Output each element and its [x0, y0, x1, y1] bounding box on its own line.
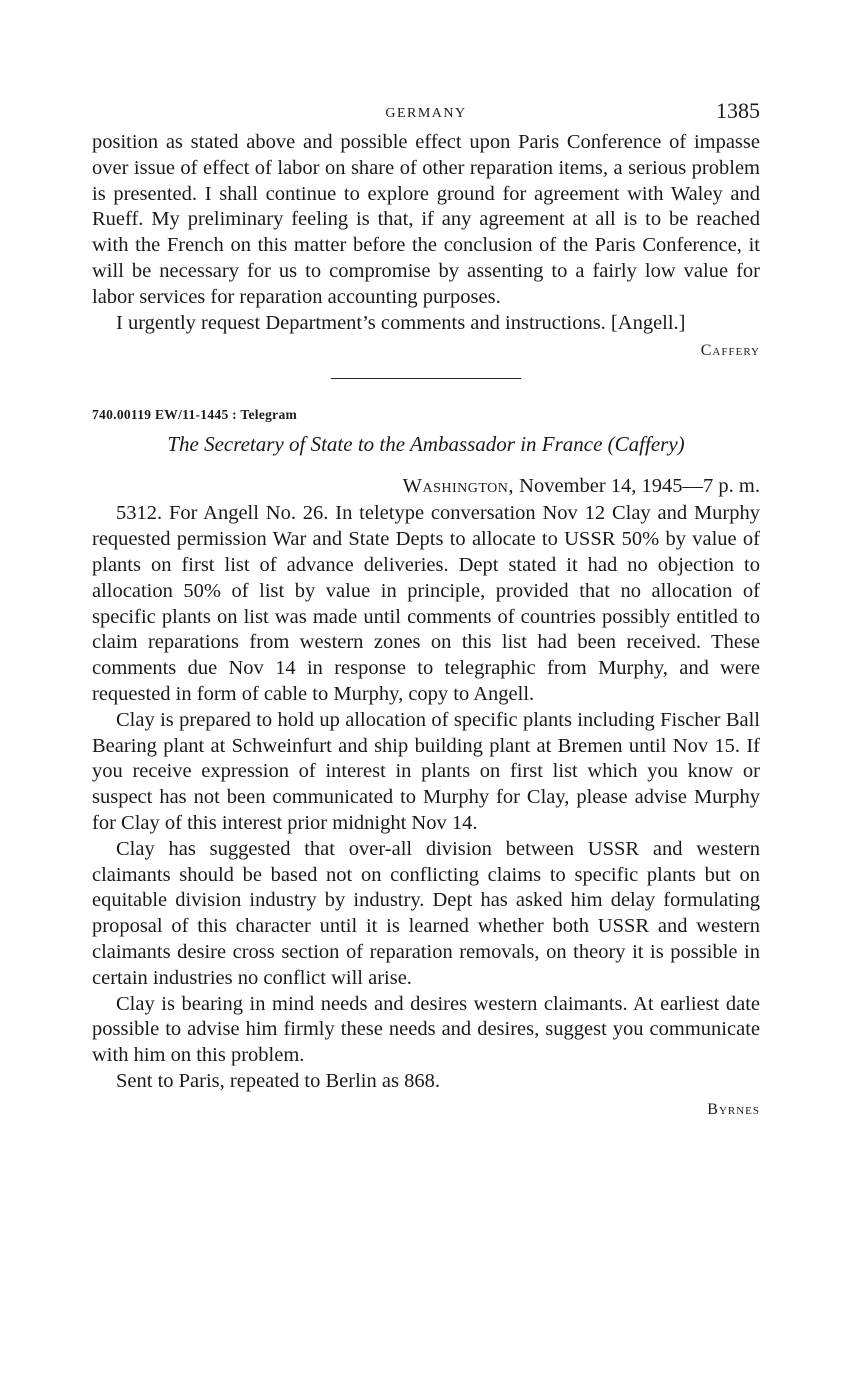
signature-byrnes: [92, 1101, 760, 1119]
section-divider: [331, 378, 521, 379]
page-number: 1385: [716, 98, 760, 123]
telegram-paragraph: Clay is prepared to hold up allocation of specific plants including Fischer Ball Bearing plant at Schweinfurt and ship building plant at Bremen until Nov 15. If you receive expression of interest in plants on first list which you know or suspect has not been communicated to Murphy for Clay, please advise Murphy for Clay of this interest prior midnight Nov 14.: [92, 708, 760, 834]
file-reference: 740.00119 EW/11-1445 : Telegram: [92, 407, 298, 423]
telegram-paragraph: Clay is bearing in mind needs and desires western claimants. At earliest date possible to advise him firmly these needs and desires, suggest you communicate with him on this problem.: [92, 992, 760, 1067]
request-paragraph: I urgently request Department’s comments and instructions. [Angell.]: [116, 311, 686, 334]
telegram-paragraph: 5312. For Angell No. 26. In teletype conversation Nov 12 Clay and Murphy requested permission War and State Depts to allocate to USSR 50% by value of plants on first list of advance deliveries. Dept stated it had no objection to allocation 50% of list by value in principle, provided that no allocation of specific plants on list was made until comments of countries possibly entitled to claim reparations from western zones on this list had been received. These comments due Nov 14 in response to telegraphic from Murphy, and were requested in form of cable to Murphy, copy to Angell.: [92, 502, 760, 705]
signature-caffery-text: Caffery: [700, 342, 760, 360]
telegram-paragraph: Clay has suggested that over-all division between USSR and western claimants should be based not on conflicting claims to specific plants but on equitable division industry by industry. Dept has asked him delay formulating proposal of this character until it is learned whether both USSR and western claimants desire cross section of reparation removals, on theory it is possible in certain industries no conflict will arise.: [92, 837, 760, 989]
signature-byrnes-text: Byrnes: [707, 1100, 760, 1118]
dateline: [92, 473, 760, 499]
running-head: [92, 96, 760, 130]
running-title: GERMANY: [385, 106, 467, 121]
signature-caffery: [92, 342, 760, 360]
dateline-date: November 14, 1945—7 p. m.: [519, 475, 760, 498]
telegram-paragraph: Sent to Paris, repeated to Berlin as 868.: [116, 1069, 440, 1092]
document-title: The Secretary of State to the Ambassador in France (Caffery): [167, 432, 685, 457]
document-page: [92, 96, 760, 1119]
continued-paragraph: position as stated above and possible effect upon Paris Conference of impasse over issue of effect of labor on share of other reparation items, a serious problem is presented. I shall continue to explore ground for agreement with Waley and Rueff. My preliminary feeling is that, if any agreement at all is to be reached with the French on this matter before the conclusion of the Paris Conference, it will be necessary for us to compromise by assenting to a fairly low value for labor services for reparation accounting purposes.: [92, 131, 760, 308]
dateline-place: Washington,: [402, 475, 515, 498]
